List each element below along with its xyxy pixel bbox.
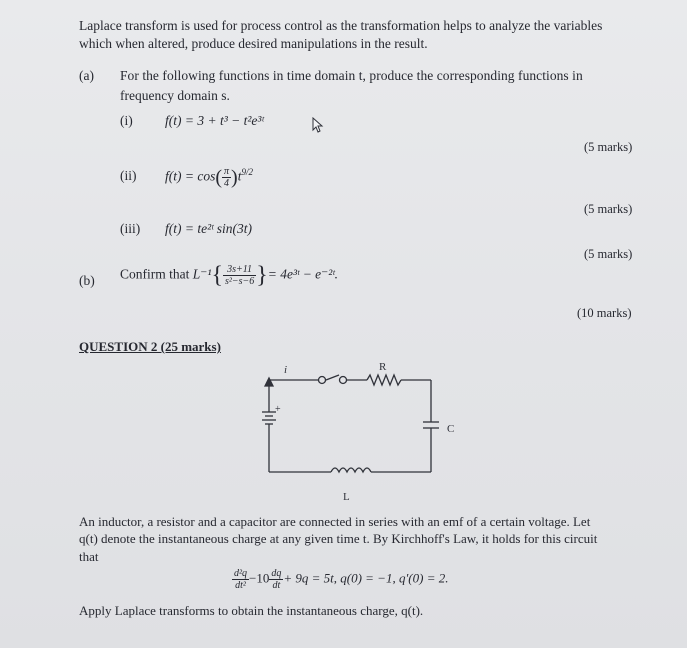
item-ii-expression: f(t) = cos( $\frac{\pi}{4}$ )$t^{9/2}$ (165, 165, 253, 189)
inductor-icon (331, 468, 371, 472)
part-b-operator: L⁻¹ (192, 266, 212, 282)
question-2-paragraph-line-3: that (79, 549, 99, 564)
inductor-label: L (343, 491, 350, 503)
differential-equation (232, 568, 448, 591)
part-b-label: (b) (79, 273, 95, 288)
resistor-label: R (379, 361, 387, 373)
intro-line-1: Laplace transform is used for process control as the transformation helps to analyze the variables (79, 18, 603, 33)
part-b-numerator: 3s+11 (223, 264, 256, 276)
question-2-instruction: Apply Laplace transforms to obtain the instantaneous charge, q(t). (79, 603, 424, 618)
item-ii-frac-den: 4 (224, 177, 230, 189)
part-a-label: (a) (79, 68, 94, 83)
item-iii-marks: (5 marks) (584, 247, 633, 261)
mouse-cursor-icon (312, 117, 324, 133)
eq-first-derivative-den: dt (272, 580, 281, 591)
intro-line-2: which when altered, produce desired manipulations in the result. (79, 36, 428, 51)
capacitor-label: C (447, 423, 455, 435)
part-b-prefix: Confirm that (120, 266, 190, 282)
item-ii-suffix: t (237, 168, 242, 184)
rlc-circuit-diagram (255, 360, 470, 505)
part-a-line-2: frequency domain s. (120, 88, 230, 103)
item-iii-expression: f(t) = te²ᵗ sin(3t) (165, 221, 253, 236)
part-b-result: = 4e³ᵗ − e⁻²ᵗ. (267, 266, 338, 282)
question-2-paragraph-line-2: q(t) denote the instantaneous charge at any given time t. By Kirchhoff's Law, it holds for this circuit (79, 531, 598, 546)
eq-second-derivative-den: dt² (235, 580, 246, 591)
item-iii-label: (iii) (120, 221, 141, 236)
item-ii-marks: (5 marks) (584, 202, 633, 216)
eq-second-derivative-num: d²q (234, 568, 247, 579)
item-i-marks: (5 marks) (584, 140, 633, 154)
eq-rest: + 9q = 5t, q(0) = −1, q′(0) = 2. (283, 570, 449, 586)
part-b-expression: Confirm that L⁻¹{ $\frac{3s+11}{\text{s²−s−6}}$ }= 4e³ᵗ − e⁻²ᵗ. (120, 262, 338, 289)
item-ii-label: (ii) (120, 168, 137, 183)
current-label: i (284, 364, 288, 376)
item-ii-power: 9/2 (241, 167, 253, 177)
part-b-marks: (10 marks) (577, 306, 632, 320)
question-2-paragraph-line-1: An inductor, a resistor and a capacitor are connected in series with an emf of a certain voltage. Let (79, 514, 591, 529)
item-i-expression: f(t) = 3 + t³ − t²e³ᵗ (165, 113, 264, 128)
eq-first-derivative-num: dq (271, 568, 282, 579)
item-ii-prefix: f(t) = cos (165, 168, 216, 184)
current-arrow-icon (265, 378, 273, 386)
eq-middle-coefficient: −10 (249, 570, 270, 586)
battery-plus-label: + (275, 404, 281, 415)
part-b-denominator: s²−s−6 (224, 276, 255, 287)
item-ii-frac-num: π (224, 165, 230, 177)
part-a-line-1: For the following functions in time domain t, produce the corresponding functions in (120, 68, 583, 83)
item-i-label: (i) (120, 113, 133, 128)
resistor-icon (367, 375, 401, 385)
question-2-heading: QUESTION 2 (25 marks) (79, 339, 221, 354)
